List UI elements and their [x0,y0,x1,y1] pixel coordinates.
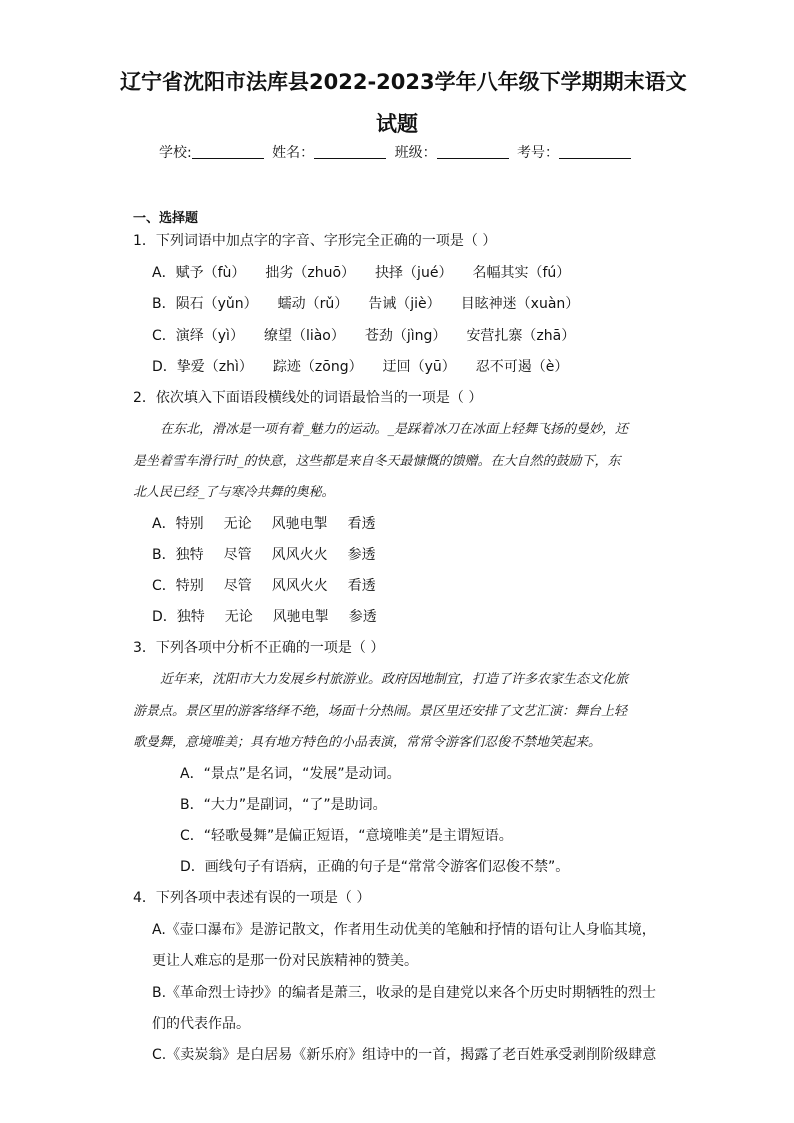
q2-c-1: C．特别 [152,578,204,594]
q1-c-1: C．演绎（yì） [152,328,244,344]
q2-d-3: 风驰电掣 [272,609,329,625]
q4-option-a-line1[interactable]: A.《壶口瀑布》是游记散文，作者用生动优美的笔触和抒情的语句让人身临其境， [152,922,656,938]
class-blank[interactable] [437,144,509,159]
q1-c-3: 苍劲（jìng） [364,328,447,344]
number-label: 考号： [517,145,560,161]
q4-stem: 4．下列各项中表述有误的一项是（ ） [133,890,371,906]
q2-b-1: B．独特 [152,547,204,563]
q1-a-2: 拙劣（zhuō） [265,265,356,281]
q4-option-b-line2: 们的代表作品。 [152,1016,250,1032]
q2-passage-line2: 是坐着雪车滑行时_的快意，这些都是来自冬天最慷慨的馈赠。在大自然的鼓励下，东 [133,454,621,469]
q2-a-4: 看透 [347,516,376,532]
name-label: 姓名： [272,145,315,161]
q3-option-c[interactable]: C．“轻歌曼舞”是偏正短语，“意境唯美”是主谓短语。 [180,828,513,844]
q2-c-4: 看透 [347,578,376,594]
q2-d-2: 无论 [224,609,253,625]
q3-option-d[interactable]: D．画线句子有语病，正确的句子是“常常令游客们忍俊不禁”。 [180,859,570,875]
q1-d-2: 踪迹（zōng） [272,359,363,375]
class-label: 班级： [394,145,437,161]
exam-title-line1: 辽宁省沈阳市法库县2022-2023学年八年级下学期期末语文 [120,70,687,94]
q1-b-1: B．陨石（yǔn） [152,296,258,312]
q1-a-3: 抉择（jué） [375,265,453,281]
q3-passage-line3: 歌曼舞，意境唯美；具有地方特色的小品表演，常常令游客们忍俊不禁地笑起来。 [133,735,602,750]
school-blank[interactable] [192,144,264,159]
q1-d-4: 忍不可遏（è） [475,359,569,375]
q1-c-4: 安营扎寨（zhā） [466,328,576,344]
q2-a-2: 无论 [223,516,252,532]
q2-b-2: 尽管 [223,547,252,563]
q3-passage-line2: 游景点。景区里的游客络绎不绝，场面十分热闹。景区里还安排了文艺汇演：舞台上轻 [133,704,628,719]
number-blank[interactable] [559,144,631,159]
q1-a-1: A．赋予（fù） [152,265,246,281]
q2-option-d[interactable] [152,607,397,627]
q4-option-c-line1[interactable]: C.《卖炭翁》是白居易《新乐府》组诗中的一首，揭露了老百姓承受剥削阶级肆意 [152,1047,657,1063]
q1-b-2: 蠕动（rǔ） [277,296,349,312]
q2-stem: 2．依次填入下面语段横线处的词语最恰当的一项是（ ） [133,390,483,406]
q1-a-4: 名幅其实（fú） [472,265,571,281]
q3-option-b[interactable]: B．“大力”是副词，“了”是助词。 [180,797,387,813]
q1-stem: 1．下列词语中加点字的字音、字形完全正确的一项是（ ） [133,233,497,249]
q2-b-3: 风风火火 [271,547,328,563]
q1-option-b[interactable] [152,294,599,314]
exam-title-line2: 试题 [376,112,418,136]
q2-c-3: 风风火火 [271,578,328,594]
q1-b-3: 告诫（jiè） [368,296,441,312]
q2-option-c[interactable] [152,576,396,596]
school-label: 学校: [158,145,192,161]
q2-passage-line1: 在东北，滑冰是一项有着_魅力的运动。_是踩着冰刀在冰面上轻舞飞扬的曼妙，还 [160,422,629,437]
q1-option-d[interactable] [152,357,588,377]
q2-a-3: 风驰电掣 [271,516,328,532]
q1-d-1: D．挚爱（zhì） [152,359,253,375]
q1-option-a[interactable] [152,263,590,283]
q1-b-4: 目眩神迷（xuàn） [460,296,580,312]
section-title: 一、选择题 [133,211,199,226]
q2-d-4: 参透 [348,609,377,625]
q4-option-a-line2: 更让人难忘的是那一份对民族精神的赞美。 [152,953,418,969]
q4-option-b-line1[interactable]: B.《革命烈士诗抄》的编者是萧三，收录的是自建党以来各个历史时期牺牲的烈士 [152,985,657,1001]
q1-d-3: 迂回（yū） [382,359,456,375]
q2-b-4: 参透 [347,547,376,563]
name-blank[interactable] [314,144,386,159]
q1-option-c[interactable] [152,326,595,346]
q2-a-1: A．特别 [152,516,204,532]
q3-option-a[interactable]: A．“景点”是名词，“发展”是动词。 [180,766,401,782]
q2-passage-line3: 北人民已经_了与寒冷共舞的奥秘。 [133,485,335,500]
q2-option-a[interactable] [152,514,396,534]
q2-option-b[interactable] [152,545,396,565]
q2-d-1: D．独特 [152,609,205,625]
q3-stem: 3．下列各项中分析不正确的一项是（ ） [133,640,385,656]
q2-c-2: 尽管 [223,578,252,594]
student-info-row [0,143,794,163]
q3-passage-line1: 近年来，沈阳市大力发展乡村旅游业。政府因地制宜，打造了许多农家生态文化旅 [160,672,629,687]
q1-c-2: 缭望（liào） [263,328,345,344]
